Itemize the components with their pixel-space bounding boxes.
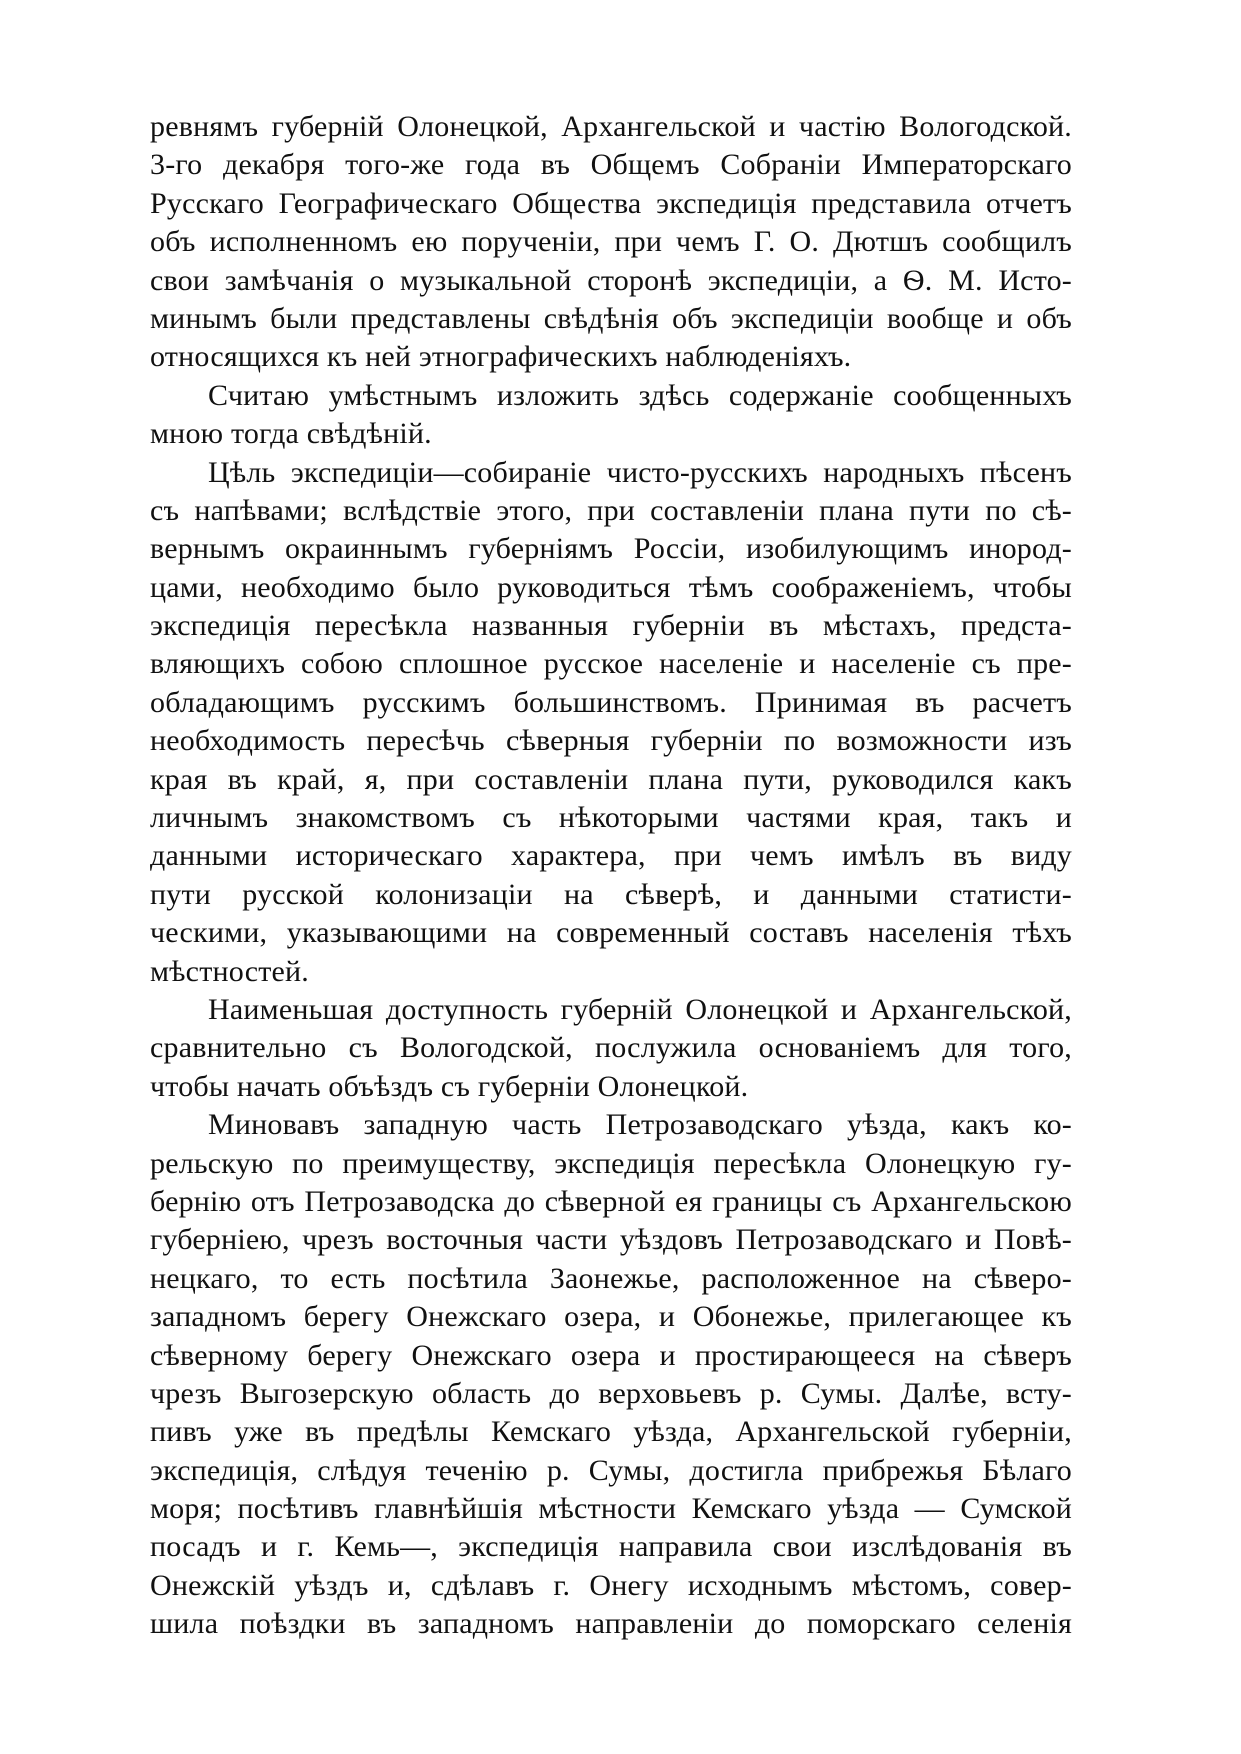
paragraph-3 (150, 454, 1072, 991)
text-line: Миновавъ западную часть Петрозаводскаго уѣзда, какъ ко- (208, 1108, 1072, 1142)
text-line: пути русской колонизаціи на сѣверѣ, и данными статисти- (150, 877, 1072, 911)
text-line: сравнительно съ Вологодской, послужила основаніемъ для того, (150, 1031, 1072, 1065)
text-line: 3-го декабря того-же года въ Общемъ Собраніи Императорскаго (150, 148, 1072, 182)
text-line: экспедиція пересѣкла названныя губерніи въ мѣстахъ, предста- (150, 609, 1072, 643)
text-line: экспедиція, слѣдуя теченію р. Сумы, достигла прибрежья Бѣлаго (150, 1453, 1072, 1487)
text-line: обладающимъ русскимъ большинствомъ. Принимая въ расчетъ (150, 685, 1072, 719)
text-line: губерніею, чрезъ восточныя части уѣздовъ Петрозаводскаго и Повѣ- (150, 1223, 1072, 1257)
text-line: Цѣль экспедиціи—собираніе чисто-русскихъ народныхъ пѣсенъ (208, 455, 1072, 489)
text-line: бернію отъ Петрозаводска до сѣверной ея границы съ Архангельскою (150, 1184, 1072, 1218)
text-line: вляющихъ собою сплошное русское населеніе и населеніе съ пре- (150, 647, 1072, 681)
paragraph-2 (150, 377, 1072, 454)
text-line: свои замѣчанія о музыкальной сторонѣ экспедиціи, а Ѳ. М. Исто- (150, 263, 1072, 297)
text-line: пивъ уже въ предѣлы Кемскаго уѣзда, Архангельской губерніи, (150, 1415, 1072, 1449)
text-line: необходимость пересѣчь сѣверныя губерніи по возможности изъ (150, 724, 1072, 758)
text-line: ческими, указывающими на современный составъ населенія тѣхъ (150, 916, 1072, 950)
paragraph-4 (150, 991, 1072, 1106)
text-line: мною тогда свѣдѣній. (150, 417, 432, 451)
text-line: нецкаго, то есть посѣтила Заонежье, расположенное на сѣверо- (150, 1261, 1072, 1295)
text-line: объ исполненномъ ею порученіи, при чемъ Г. О. Дютшъ сообщилъ (150, 225, 1072, 259)
text-line: края въ край, я, при составленіи плана пути, руководился какъ (150, 762, 1072, 796)
text-line: личнымъ знакомствомъ съ нѣкоторыми частями края, такъ и (150, 801, 1072, 835)
text-line: съ напѣвами; вслѣдствіе этого, при составленіи плана пути по сѣ- (150, 493, 1072, 527)
paragraph-1 (150, 108, 1072, 377)
document-page (150, 108, 1072, 1644)
text-line: относящихся къ ней этнографическихъ наблюденіяхъ. (150, 340, 852, 374)
text-line: шила поѣздки въ западномъ направленіи до поморскаго селенія (150, 1607, 1072, 1641)
text-line: западномъ берегу Онежскаго озера, и Обонежье, прилегающее къ (150, 1300, 1072, 1334)
text-line: сѣверному берегу Онежскаго озера и простирающееся на сѣверъ (150, 1338, 1072, 1372)
text-line: вернымъ окраиннымъ губерніямъ Россіи, изобилующимъ инород- (150, 532, 1072, 566)
text-line: ревнямъ губерній Олонецкой, Архангельской и частію Вологодской. (150, 110, 1072, 143)
text-line: рельскую по преимуществу, экспедиція пересѣкла Олонецкую гу- (150, 1146, 1072, 1180)
text-line: мѣстностей. (150, 954, 309, 988)
text-line: Наименьшая доступность губерній Олонецкой и Архангельской, (208, 992, 1072, 1026)
text-line: цами, необходимо было руководиться тѣмъ соображеніемъ, чтобы (150, 570, 1072, 604)
text-line: чрезъ Выгозерскую область до верховьевъ р. Сумы. Далѣе, всту- (150, 1376, 1072, 1410)
text-line: Считаю умѣстнымъ изложить здѣсь содержаніе сообщенныхъ (208, 378, 1072, 412)
text-line: посадъ и г. Кемь—, экспедиція направила свои изслѣдованія въ (150, 1530, 1072, 1564)
text-line: моря; посѣтивъ главнѣйшія мѣстности Кемскаго уѣзда — Сумской (150, 1492, 1072, 1526)
text-line: минымъ были представлены свѣдѣнія объ экспедиціи вообще и объ (150, 301, 1072, 335)
text-line: Онежскій уѣздъ и, сдѣлавъ г. Онегу исходнымъ мѣстомъ, совер- (150, 1568, 1072, 1602)
text-line: данными историческаго характера, при чемъ имѣлъ въ виду (150, 839, 1072, 873)
text-line: чтобы начать объѣздъ съ губерніи Олонецкой. (150, 1069, 749, 1103)
text-line: Русскаго Географическаго Общества экспедиція представила отчетъ (150, 186, 1072, 220)
paragraph-5 (150, 1106, 1072, 1643)
